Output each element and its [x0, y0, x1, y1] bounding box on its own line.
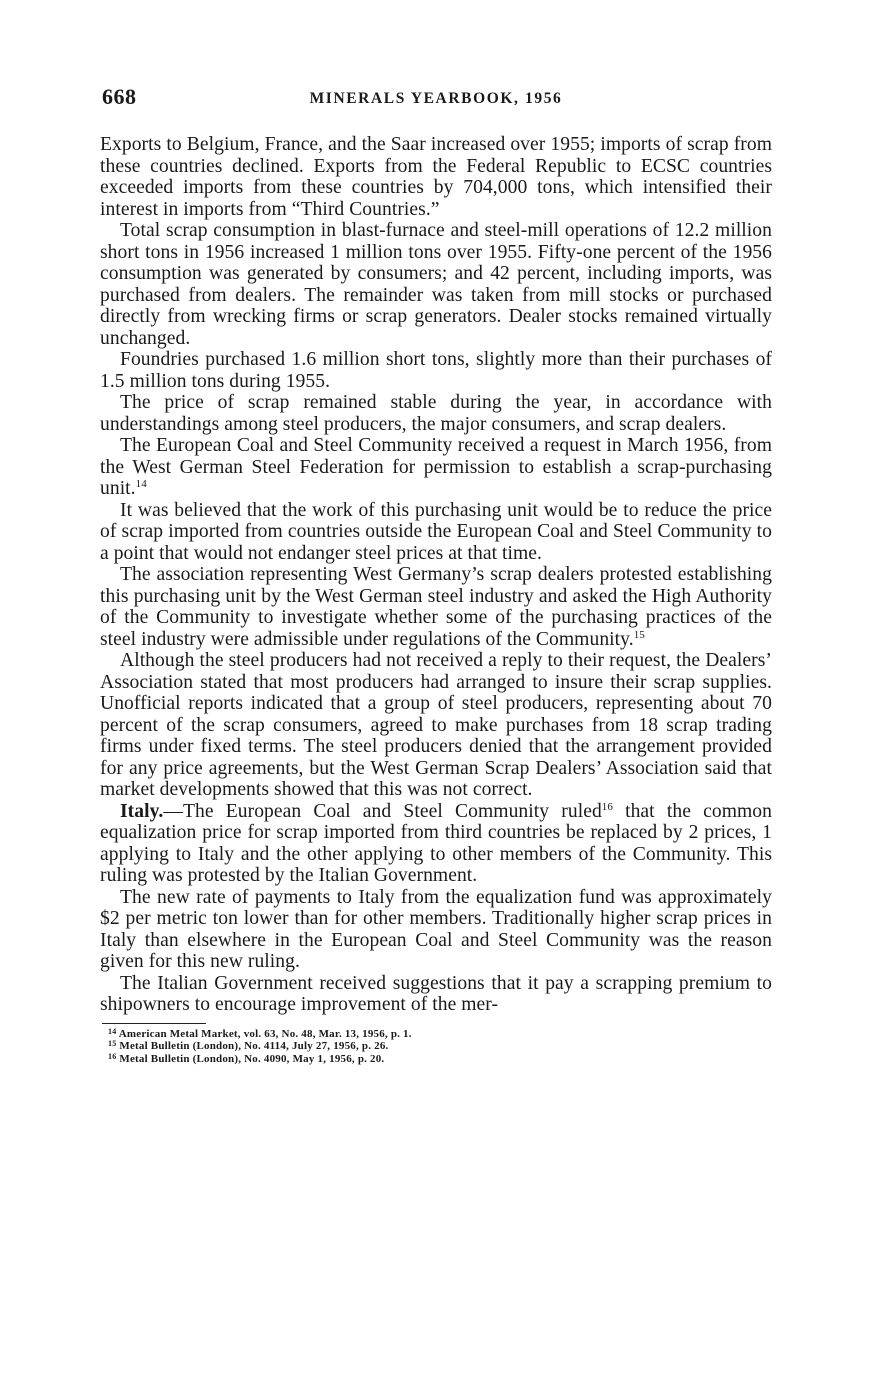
paragraph: The Italian Government received suggestions that it pay a scrapping premium to shipowners to encourage improvement of the mer- [100, 972, 772, 1015]
paragraph: The new rate of payments to Italy from the equalization fund was approximately $2 per metric ton lower than for other members. Traditionally higher scrap prices in Italy than elsewhere in the European Coal and Steel Community was the reason given for this new ruling. [100, 886, 772, 972]
footnote: $^{15}$ Metal Bulletin (London), No. 4114, July 27, 1956, p. 26. [108, 1039, 389, 1052]
paragraph: The European Coal and Steel Community received a request in March 1956, from the West German Steel Federation for permission to establish a scrap-purchasing unit.$^{14}$ [100, 435, 772, 499]
footnotes [100, 1028, 772, 1066]
page [100, 84, 772, 1065]
footnote-divider [102, 1023, 206, 1024]
running-head [100, 84, 772, 120]
paragraph: Foundries purchased 1.6 million short tons, slightly more than their purchases of 1.5 million tons during 1955. [100, 349, 772, 392]
running-title: MINERALS YEARBOOK, 1956 [309, 90, 563, 107]
section-lead-in: Italy. [120, 800, 164, 822]
footnote: $^{16}$ Metal Bulletin (London), No. 4090, May 1, 1956, p. 20. [108, 1051, 385, 1065]
paragraph: Exports to Belgium, France, and the Saar increased over 1955; imports of scrap from these countries declined. Exports from the Federal Republic to ECSC countries exceeded imports from these countries by 704,000 tons, which intensified their interest in imports from “Third Countries.” [100, 134, 772, 220]
paragraph-italy: Italy.—The European Coal and Steel Community ruled$^{16}$ that the common equalization price for scrap imported from third countries be replaced by 2 prices, 1 applying to Italy and the other applying to other members of the Community. This ruling was protested by the Italian Government. [100, 800, 772, 886]
footnote-ref: 14 [135, 478, 147, 490]
footnote-ref: 16 [601, 800, 613, 813]
footnote: $^{14}$ American Metal Market, vol. 63, No. 48, Mar. 13, 1956, p. 1. [108, 1026, 412, 1040]
paragraph: Although the steel producers had not received a reply to their request, the Dealers’ Association stated that most producers had arranged to insure their scrap supplies. Unofficial reports indicated that a group of steel producers, representing about 70 percent of the scrap consumers, agreed to make purchases from 18 scrap trading firms under fixed terms. The steel producers denied that the arrangement provided for any price agreements, but the West German Scrap Dealers’ Association said that market developments showed that this was not correct. [100, 650, 772, 800]
paragraph: It was believed that the work of this purchasing unit would be to reduce the price of scrap imported from countries outside the European Coal and Steel Community to a point that would not endanger steel prices at that time. [100, 499, 772, 564]
paragraph: The price of scrap remained stable during the year, in accordance with understandings among steel producers, the major consumers, and scrap dealers. [100, 392, 772, 435]
footnote-ref: 15 [633, 628, 645, 641]
paragraph: Total scrap consumption in blast-furnace and steel-mill operations of 12.2 million short tons in 1956 increased 1 million tons over 1955. Fifty-one percent of the 1956 consumption was generated by consumers; and 42 percent, including imports, was purchased from dealers. The remainder was taken from mill stocks or purchased directly from wrecking firms or scrap generators. Dealer stocks remained virtually unchanged. [100, 220, 772, 349]
paragraph: The association representing West Germany’s scrap dealers protested establishing this purchasing unit by the West German steel industry and asked the High Authority of the Community to investigate whether some of the purchasing practices of the steel industry were admissible under regulations of the Community.$^{15}$ [100, 564, 772, 650]
body-text [100, 134, 772, 1016]
page-number: 668 [102, 84, 137, 109]
